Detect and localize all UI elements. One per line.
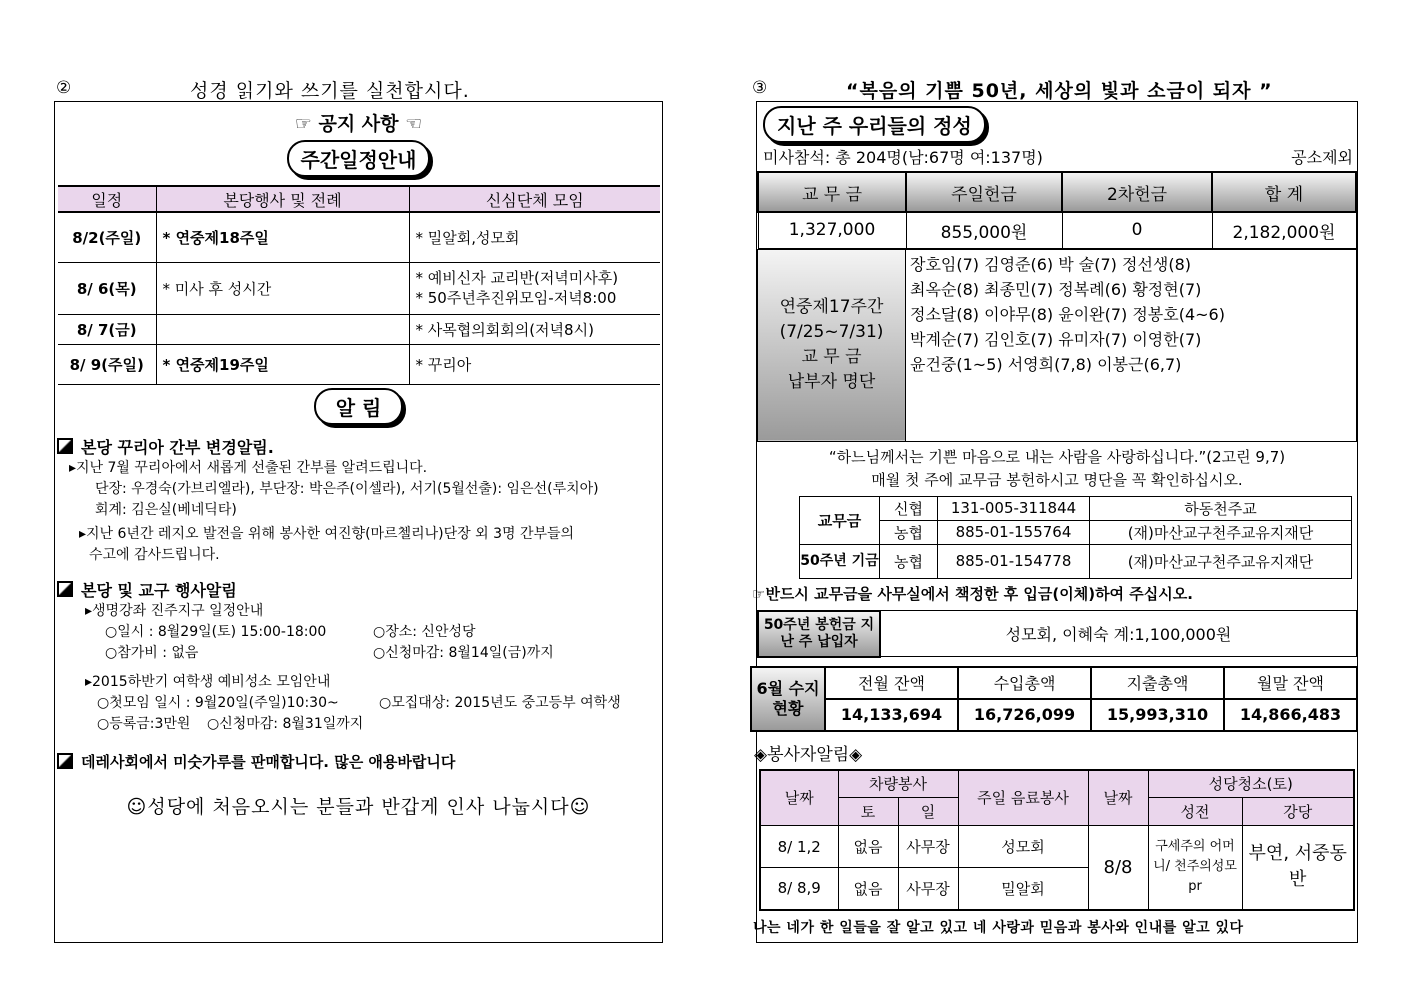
finance-value: 15,993,310 [1091,699,1224,731]
vol-sat: 없음 [838,826,898,868]
volunteer-table [759,769,1355,911]
table-row [760,826,1354,868]
event-detail: ○일시 : 8월29일(토) 15:00-18:00 [105,623,327,640]
account-bank: 농협 [880,520,938,544]
section-title: 데레사회에서 미숫가루를 판매합니다. 많은 애용바랍니다 [81,752,456,771]
donor-line: 윤건중(1~5) 서영희(7,8) 이봉근(6,7) [910,354,1182,374]
schedule-event [156,314,409,344]
donor-label [758,249,906,441]
schedule-group: * 꾸리아 [409,344,660,384]
alrim-title: 알 림 [314,388,404,425]
donor-line: 최옥순(8) 최종민(7) 정복례(6) 황정현(7) [910,279,1202,299]
schedule-table [58,185,660,385]
account-number: 885-01-154778 [938,544,1090,578]
schedule-event: * 연중제19주일 [156,344,409,384]
donor-label-line: (7/25~7/31) [779,322,884,342]
right-panel [752,101,1358,943]
notice-line: ▸지난 7월 꾸리아에서 새롭게 선출된 간부를 알려드립니다. [69,459,428,476]
finance-value: 14,133,694 [825,699,958,731]
event-detail: ○첫모임 일시 : 9월20일(주일)10:30~ [97,694,339,711]
section-square-icon [57,438,73,454]
schedule-title: 주간일정안내 [287,140,431,177]
event-detail: ○장소: 신안성당 [373,623,476,640]
schedule-group-line: * 50주년추진위모임-저녁8:00 [415,289,617,307]
page-number-right: ③ [752,78,768,98]
right-header: “복음의 기쁨 50년, 세상의 빛과 소금이 되자 ” [846,80,1273,102]
money-header: 교 무 금 [758,172,906,212]
schedule-header-date: 일정 [58,186,156,212]
event-detail: ○모집대상: 2015년도 중고등부 여학생 [379,694,621,711]
vol-date: 8/ 8,9 [760,868,838,910]
left-panel [54,101,663,943]
account-bank: 농협 [880,544,938,578]
notice-title: ☞ 공지 사항 ☜ [294,113,423,135]
vol-date: 8/ 1,2 [760,826,838,868]
fund-table [757,610,1357,658]
vol-header: 성전 [1148,798,1242,826]
section-title: 본당 및 교구 행사알림 [81,580,237,600]
donor-label-line: 납부자 명단 [787,372,876,392]
vol-header: 토 [838,798,898,826]
attendance-text: 미사참석: 총 204명(남:67명 여:137명) [763,148,1043,167]
event-detail: ○등록금:3만원 [97,715,191,732]
finance-label: 6월 수지현황 [751,667,825,731]
donor-list [906,249,1357,441]
finance-header: 지출총액 [1091,667,1224,699]
vol-header: 성당청소(토) [1148,770,1354,798]
vol-drink: 성모회 [958,826,1088,868]
money-value: 855,000원 [906,212,1062,248]
vol-header: 날짜 [1088,770,1148,826]
event-detail: ○신청마감: 8월31일까지 [207,715,364,732]
notice-line: 회계: 김은실(베네딕타) [95,501,237,518]
vol-sat: 없음 [838,868,898,910]
account-holder: (재)마산교구천주교유지재단 [1090,520,1352,544]
greeting-text: ☺성당에 처음오시는 분들과 반갑게 인사 나눕시다☺ [126,795,591,818]
page-number-left: ② [56,78,72,98]
account-table [799,496,1352,579]
table-row [58,314,660,344]
schedule-header-event: 본당행사 및 전례 [156,186,409,212]
schedule-group [409,262,660,314]
section-square-icon [57,581,73,597]
event-title: ▸2015하반기 여학생 예비성소 모임안내 [85,673,331,690]
notice-section-1 [55,425,662,566]
section-square-icon [57,753,73,769]
donor-line: 장호임(7) 김영준(6) 박 술(7) 정선생(8) [910,254,1192,274]
schedule-group-line: * 예비신자 교리반(저녁미사후) [415,269,619,287]
vol-header: 강당 [1242,798,1354,826]
donor-table [757,249,1357,442]
account-label: 50주년 기금 [800,544,880,578]
section-title: 본당 꾸리아 간부 변경알림. [81,437,274,457]
offering-title: 지난 주 우리들의 정성 [763,106,986,143]
finance-value: 16,726,099 [958,699,1091,731]
finance-value: 14,866,483 [1224,699,1357,731]
fund-text: 성모회, 이혜숙 계:1,100,000원 [880,611,1357,657]
donor-label-line: 연중제17주간 [779,297,884,317]
finance-header: 월말 잔액 [1224,667,1357,699]
event-detail: ○참가비 : 없음 [105,644,199,661]
vol-sun: 사무장 [898,826,958,868]
donor-line: 정소달(8) 이야무(8) 윤이완(7) 정봉호(4~6) [910,304,1225,324]
vol-clean-hall: 부연, 서중동반 [1242,826,1354,910]
account-label: 교무금 [800,496,880,544]
table-row [58,212,660,262]
vol-header: 차량봉사 [838,770,958,798]
notice-section-2 [55,566,662,735]
left-header: 성경 읽기와 쓰기를 실천합시다. [190,80,470,102]
schedule-date: 8/ 9(주일) [58,344,156,384]
verse-text-2: 매월 첫 주에 교무금 봉헌하시고 명단을 꼭 확인하십시오. [871,470,1243,489]
schedule-group: * 사목협의회회의(저녁8시) [409,314,660,344]
finance-header: 전월 잔액 [825,667,958,699]
notice-line: 단장: 우경숙(가브리엘라), 부단장: 박은주(이셀라), 서기(5월선출): 임은선(루치아) [95,480,599,497]
notice-line: ▸지난 6년간 레지오 발전을 위해 봉사한 여진향(마르첼리나)단장 외 3명 간부들의 [79,525,575,542]
money-value: 1,327,000 [758,212,906,248]
money-value: 2,182,000원 [1212,212,1356,248]
vol-header: 주일 음료봉사 [958,770,1088,826]
event-title: ▸생명강좌 진주지구 일정안내 [85,602,264,619]
account-holder: 하동천주교 [1090,496,1352,520]
volunteer-title: ◈봉사자알림◈ [754,744,863,765]
offering-table [757,171,1357,249]
verse-text: “하느님께서는 기쁜 마음으로 내는 사람을 사랑하십니다.”(2고린 9,7) [828,447,1286,466]
schedule-event: * 미사 후 성시간 [156,262,409,314]
table-row [58,262,660,314]
account-number: 131-005-311844 [938,496,1090,520]
schedule-date: 8/2(주일) [58,212,156,262]
vol-sun: 사무장 [898,868,958,910]
event-detail: ○신청마감: 8월14일(금)까지 [373,644,554,661]
vol-header: 일 [898,798,958,826]
schedule-group: * 밀알회,성모회 [409,212,660,262]
deposit-note: ☞반드시 교무금을 사무실에서 책정한 후 입금(이체)하여 주십시오. [752,584,1193,603]
donor-line: 박계순(7) 김인호(7) 유미자(7) 이영한(7) [910,329,1202,349]
vol-clean-date: 8/8 [1088,826,1148,910]
money-value: 0 [1062,212,1212,248]
table-row [58,344,660,384]
money-header: 주일헌금 [906,172,1062,212]
finance-header: 수입총액 [958,667,1091,699]
money-header: 합 계 [1212,172,1356,212]
schedule-date: 8/ 6(목) [58,262,156,314]
schedule-date: 8/ 7(금) [58,314,156,344]
vol-drink: 밀알회 [958,868,1088,910]
footer-verse: 나는 네가 한 일들을 잘 알고 있고 네 사랑과 믿음과 봉사와 인내를 알고 있다 [753,919,1244,936]
fund-label: 50주년 봉헌금 지난 주 납입자 [758,611,880,657]
attendance-note: 공소제외 [1291,148,1353,167]
vol-clean-sanctuary: 구세주의 어머니/ 천주의성모pr [1148,826,1242,910]
vol-header: 날짜 [760,770,838,826]
notice-line: 수고에 감사드립니다. [89,546,220,563]
notice-section-3 [55,735,662,772]
money-header: 2차헌금 [1062,172,1212,212]
schedule-header-group: 신심단체 모임 [409,186,660,212]
account-holder: (재)마산교구천주교유지재단 [1090,544,1352,578]
donor-label-line: 교 무 금 [801,347,862,367]
account-bank: 신협 [880,496,938,520]
schedule-event: * 연중제18주일 [156,212,409,262]
finance-table [750,666,1358,732]
account-number: 885-01-155764 [938,520,1090,544]
